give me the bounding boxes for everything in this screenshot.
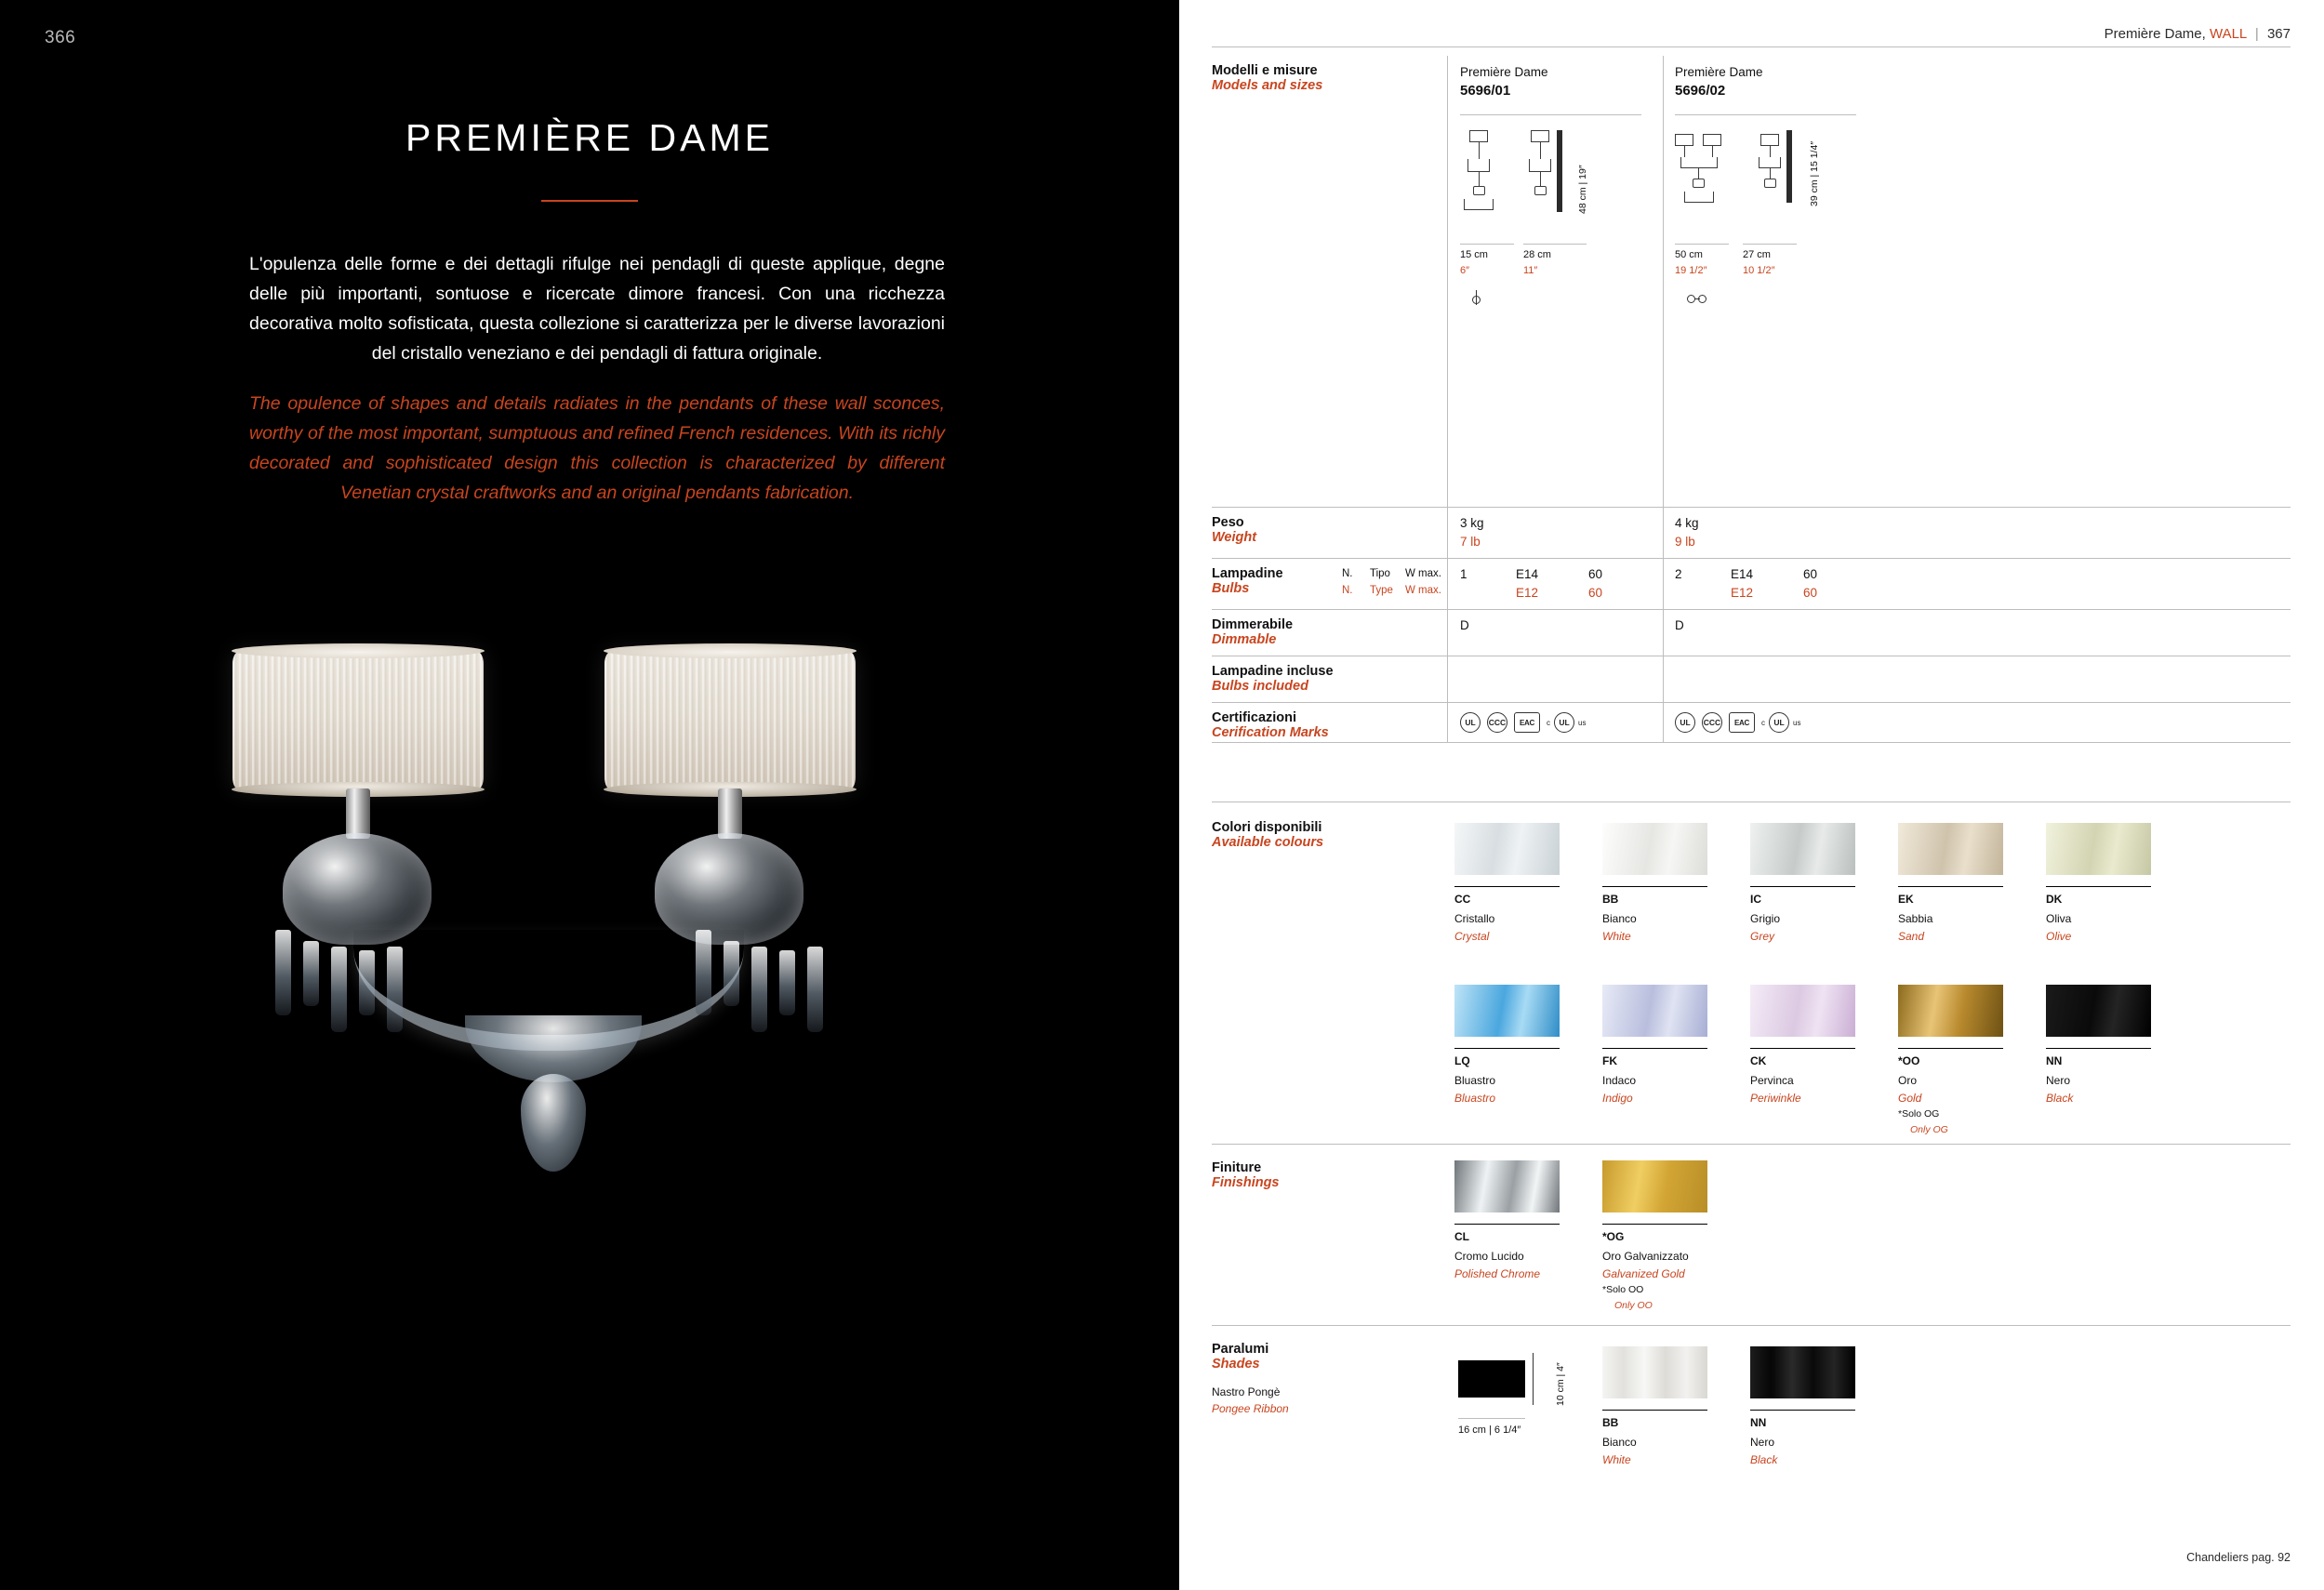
ccc-icon: CCC (1487, 712, 1507, 733)
bulbs-label-it: Lampadine (1212, 566, 1283, 581)
crystal-drop (696, 930, 711, 1015)
ul-icon: UL (1675, 712, 1695, 733)
model-2-depth-in: 10 1/2″ (1743, 265, 1775, 276)
model-2-cert-marks (1675, 712, 1800, 733)
model-1-bulbs-w-en: 60 (1588, 586, 1603, 600)
model-1-header (1460, 65, 1548, 99)
shade-dim-height: 10 cm | 4″ (1555, 1362, 1566, 1406)
dimmable-label-it: Dimmerabile (1212, 617, 1294, 632)
crystal-drop (807, 947, 823, 1032)
colour-swatch-ck (1750, 985, 1855, 1037)
bulbs-col-n-en: N. (1342, 585, 1353, 596)
ul-icon: UL (1460, 712, 1481, 733)
dimmable-label-en: Dimmable (1212, 632, 1277, 647)
cert-label-it: Certificazioni (1212, 710, 1297, 725)
model-1-width-cm: 15 cm (1460, 249, 1488, 260)
colour-name-en-oo: Gold (1898, 1092, 1922, 1105)
shade-ribbon-en: Pongee Ribbon (1212, 1402, 1289, 1415)
row-rule-cert-top (1212, 702, 2291, 703)
finish-code-og: *OG (1602, 1230, 1625, 1243)
shade-drawing (1458, 1353, 1551, 1409)
bulbs-col-n-it: N. (1342, 568, 1353, 579)
colour-swatch-nn (2046, 985, 2151, 1037)
included-label-it: Lampadine incluse (1212, 664, 1334, 679)
crystal-drop (387, 947, 403, 1032)
description-italian: L'opulenza delle forme e dei dettagli rifulge nei pendagli di queste applique, degne delle più importanti, sontuose e ricercate dimore francesi. Con una ricchezza decorativa molto sofisticata, questa collezione si caratterizza per le diverse lavorazioni del cristallo veneziano e dei pendagli di fattura originale. (249, 254, 945, 364)
colour-name-en-nn: Black (2046, 1092, 2074, 1105)
model-2-weight-kg: 4 kg (1675, 516, 1699, 530)
model-2-bulbs-type-en: E12 (1731, 586, 1754, 600)
collection-title: PREMIÈRE DAME (405, 116, 774, 159)
model-2-drawing (1675, 130, 1870, 223)
eac-icon: EAC (1514, 712, 1540, 733)
bulbs-col-w-en: W max. (1405, 585, 1441, 596)
model-2-width-rule (1675, 244, 1729, 245)
finish-name-en-cl: Polished Chrome (1454, 1267, 1541, 1280)
model-1-depth-in: 11″ (1523, 265, 1538, 276)
row-label-dimmable (1212, 617, 1293, 647)
row-label-weight (1212, 515, 1256, 545)
model-1-code: 5696/01 (1460, 83, 1511, 99)
colours-title (1212, 820, 1323, 850)
crystal-drop (779, 950, 795, 1015)
shade-ribbon-it: Nastro Pongè (1212, 1385, 1281, 1398)
crystal-drop (303, 941, 319, 1006)
colour-name-en-ic: Grey (1750, 930, 1775, 943)
finish-name-it-cl: Cromo Lucido (1454, 1250, 1524, 1263)
shade-name-it-bb: Bianco (1602, 1436, 1637, 1449)
model-2-bulbs-type-it: E14 (1731, 567, 1754, 581)
colour-name-en-ek: Sand (1898, 930, 1925, 943)
model-1-weight-kg: 3 kg (1460, 516, 1484, 530)
finishes-rule-top (1212, 1144, 2291, 1145)
model-2-dimmable: D (1675, 618, 1684, 632)
colour-swatch-ic (1750, 823, 1855, 875)
shade-name-en-bb: White (1602, 1453, 1631, 1466)
finishes-title-it: Finiture (1212, 1160, 1262, 1175)
model-2-bulbs-w-it: 60 (1803, 567, 1818, 581)
colour-name-it-dk: Oliva (2046, 912, 2072, 925)
crystal-drop (331, 947, 347, 1032)
bulbs-col-w-it: W max. (1405, 568, 1441, 579)
crystal-drop (751, 947, 767, 1032)
model-2-code: 5696/02 (1675, 83, 1726, 99)
model-1-bulbs-n: 1 (1460, 567, 1467, 581)
colours-title-en: Available colours (1212, 835, 1324, 850)
shades-title-en: Shades (1212, 1357, 1260, 1371)
header-separator: | (2254, 26, 2259, 42)
model-1-depth-cm: 28 cm (1523, 249, 1551, 260)
row-rule-bottom (1212, 742, 2291, 743)
model-1-underline (1460, 114, 1641, 115)
shade-swatch-nn (1750, 1346, 1855, 1398)
model-2-name: Première Dame (1675, 65, 1763, 79)
weight-label-en: Weight (1212, 530, 1257, 545)
shades-title (1212, 1342, 1268, 1371)
included-label-en: Bulbs included (1212, 679, 1308, 694)
model-1-bulbs-type-en: E12 (1516, 586, 1539, 600)
model-1-width-in: 6″ (1460, 265, 1470, 276)
colour-name-it-fk: Indaco (1602, 1074, 1637, 1087)
colour-swatch-cc (1454, 823, 1560, 875)
finish-swatch-cl (1454, 1160, 1560, 1212)
model-1-lamp-symbol (1471, 290, 1482, 305)
lamp-shade-left (232, 651, 484, 790)
row-label-bulbs-included (1212, 664, 1334, 694)
model-1-name: Première Dame (1460, 65, 1548, 79)
model-1-drawing (1460, 130, 1646, 223)
page-number-left: 366 (45, 28, 76, 47)
model-1-bulbs-w-it: 60 (1588, 567, 1603, 581)
model-2-bulbs-n: 2 (1675, 567, 1682, 581)
bulbs-col-type-en: Type (1370, 585, 1393, 596)
colour-name-en-bb: White (1602, 930, 1631, 943)
model-1-depth-rule (1523, 244, 1587, 245)
finish-swatch-og (1602, 1160, 1707, 1212)
colour-name-en-lq: Bluastro (1454, 1092, 1496, 1105)
shade-code-nn: NN (1750, 1416, 1767, 1429)
crystal-element-left (283, 833, 432, 945)
colour-code-bb: BB (1602, 893, 1619, 906)
product-photo (214, 651, 995, 1320)
spec-title-en: Models and sizes (1212, 78, 1323, 93)
spec-title-it: Modelli e misure (1212, 63, 1318, 78)
model-2-width-cm: 50 cm (1675, 249, 1703, 260)
row-label-certifications (1212, 710, 1329, 740)
colour-code-ek: EK (1898, 893, 1914, 906)
finishes-title (1212, 1160, 1280, 1190)
colour-swatch-ek (1898, 823, 2003, 875)
colour-note-en-oo: Only OG (1910, 1124, 1948, 1135)
colour-swatch-fk (1602, 985, 1707, 1037)
finish-note-en-og: Only OO (1614, 1300, 1653, 1311)
header-rule (1212, 46, 2291, 47)
bulbs-label-en: Bulbs (1212, 581, 1250, 596)
crystal-element-right (655, 833, 803, 945)
ccc-icon: CCC (1702, 712, 1722, 733)
crystal-drop (275, 930, 291, 1015)
colour-name-it-bb: Bianco (1602, 912, 1637, 925)
colour-swatch-lq (1454, 985, 1560, 1037)
model-2-underline (1675, 114, 1856, 115)
colour-swatch-oo (1898, 985, 2003, 1037)
finish-code-cl: CL (1454, 1230, 1469, 1243)
crystal-bowl (465, 1015, 642, 1082)
colour-name-en-fk: Indigo (1602, 1092, 1633, 1105)
shades-rule-top (1212, 1325, 2291, 1326)
colour-name-en-cc: Crystal (1454, 930, 1490, 943)
shade-name-it-nn: Nero (1750, 1436, 1775, 1449)
model-1-dimmable: D (1460, 618, 1469, 632)
shade-swatch-bb (1602, 1346, 1707, 1398)
colour-swatch-dk (2046, 823, 2151, 875)
header-collection: Première Dame, (2104, 26, 2206, 42)
row-rule-dimmable-top (1212, 609, 2291, 610)
colour-note-it-oo: *Solo OG (1898, 1108, 1940, 1120)
colour-name-it-nn: Nero (2046, 1074, 2071, 1087)
model-1-weight-lb: 7 lb (1460, 535, 1481, 549)
colour-code-fk: FK (1602, 1054, 1617, 1067)
crystal-drop (724, 941, 739, 1006)
table-divider-1 (1447, 56, 1448, 742)
weight-label-it: Peso (1212, 515, 1244, 530)
colour-name-it-cc: Cristallo (1454, 912, 1495, 925)
cert-label-en: Cerification Marks (1212, 725, 1329, 740)
model-1-height: 48 cm | 19″ (1577, 165, 1588, 214)
socket-neck-left (346, 788, 370, 839)
colour-name-it-ek: Sabbia (1898, 912, 1933, 925)
model-1-cert-marks (1460, 712, 1586, 733)
colour-code-dk: DK (2046, 893, 2063, 906)
shade-code-bb: BB (1602, 1416, 1619, 1429)
model-2-weight-lb: 9 lb (1675, 535, 1695, 549)
model-2-bulbs-w-en: 60 (1803, 586, 1818, 600)
cross-reference-note: Chandeliers pag. 92 (2186, 1551, 2291, 1564)
table-divider-2 (1663, 56, 1664, 742)
colour-code-oo: *OO (1898, 1054, 1920, 1067)
row-rule-weight-top (1212, 507, 2291, 508)
colour-code-nn: NN (2046, 1054, 2063, 1067)
colour-name-it-lq: Bluastro (1454, 1074, 1496, 1087)
finish-note-it-og: *Solo OO (1602, 1284, 1644, 1295)
running-header (2105, 26, 2291, 42)
model-1-bulbs-type-it: E14 (1516, 567, 1539, 581)
colour-name-it-ck: Pervinca (1750, 1074, 1794, 1087)
colour-code-ic: IC (1750, 893, 1761, 906)
colour-name-en-ck: Periwinkle (1750, 1092, 1801, 1105)
colour-code-lq: LQ (1454, 1054, 1470, 1067)
shade-dim-width: 16 cm | 6 1/4″ (1458, 1424, 1521, 1436)
colour-swatch-bb (1602, 823, 1707, 875)
page-number-right: 367 (2266, 26, 2291, 42)
model-2-header (1675, 65, 1763, 99)
model-2-lamp-symbol (1686, 290, 1710, 305)
cul-us-icon: c UL us (1547, 712, 1586, 733)
colour-name-it-oo: Oro (1898, 1074, 1918, 1087)
shade-name-en-nn: Black (1750, 1453, 1778, 1466)
cul-us-icon: c UL us (1761, 712, 1800, 733)
crystal-finial (521, 1074, 586, 1172)
colour-code-ck: CK (1750, 1054, 1767, 1067)
colour-name-en-dk: Olive (2046, 930, 2072, 943)
finish-name-en-og: Galvanized Gold (1602, 1267, 1685, 1280)
model-2-width-in: 19 1/2″ (1675, 265, 1707, 276)
colours-title-it: Colori disponibili (1212, 820, 1322, 835)
right-page (1179, 0, 2324, 1590)
model-2-depth-cm: 27 cm (1743, 249, 1771, 260)
shade-width-rule (1458, 1418, 1525, 1419)
crystal-drop (359, 950, 375, 1015)
colour-name-it-ic: Grigio (1750, 912, 1781, 925)
spec-title (1212, 63, 1322, 93)
model-2-depth-rule (1743, 244, 1797, 245)
colour-code-cc: CC (1454, 893, 1471, 906)
finishes-title-en: Finishings (1212, 1175, 1280, 1190)
socket-neck-right (718, 788, 742, 839)
header-category: WALL (2209, 26, 2247, 42)
model-2-height: 39 cm | 15 1/4″ (1809, 140, 1820, 206)
finish-name-it-og: Oro Galvanizzato (1602, 1250, 1689, 1263)
model-1-width-rule (1460, 244, 1514, 245)
lamp-shade-right (604, 651, 856, 790)
description-english: The opulence of shapes and details radiates in the pendants of these wall sconces, worthy of the most important, sumptuous and refined French residences. With its richly decorated and sophisticated design this collection is characterized by different Venetian crystal craftworks and an original pendants fabrication. (249, 393, 945, 503)
title-divider (541, 200, 638, 202)
shades-title-it: Paralumi (1212, 1342, 1269, 1357)
row-label-bulbs (1212, 566, 1283, 596)
eac-icon: EAC (1729, 712, 1755, 733)
bulbs-col-type-it: Tipo (1370, 568, 1390, 579)
row-rule-bulbs-top (1212, 558, 2291, 559)
